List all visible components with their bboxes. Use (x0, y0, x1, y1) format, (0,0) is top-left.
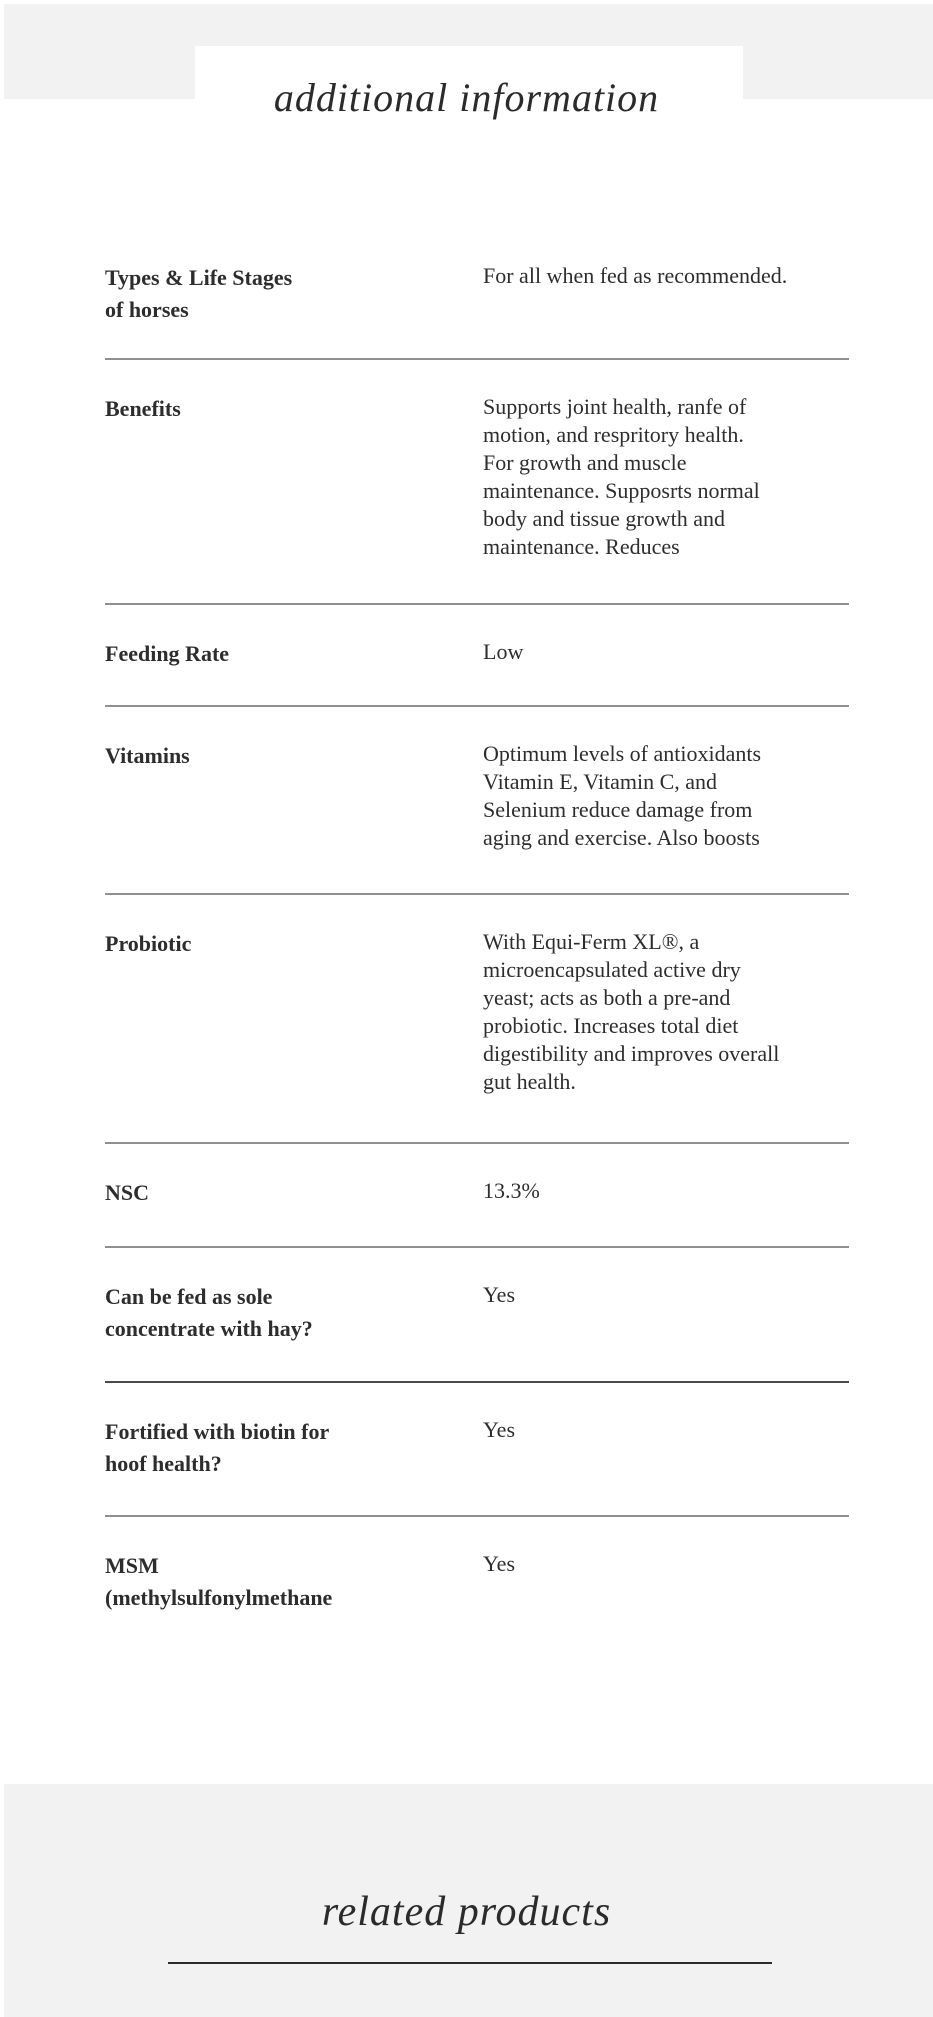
spec-label: NSC (105, 1180, 150, 1205)
spec-label: Types & Life Stages of horses (105, 265, 293, 322)
spec-value: For all when fed as recommended. (483, 263, 788, 288)
spec-row-nsc (105, 1144, 849, 1248)
spec-value: Yes (483, 1551, 516, 1576)
spec-value: Yes (483, 1417, 516, 1442)
spec-row-benefits (105, 360, 849, 605)
spec-label: Probiotic (105, 931, 192, 956)
spec-row-probiotic (105, 895, 849, 1144)
additional-information-title: additional information (273, 75, 660, 120)
spec-row-life-stages (105, 230, 849, 360)
spec-value: Supports joint health, ranfe of motion, and respritory health. For growth and muscle maintenance. Supposrts normal body and tissue growth and maintenance. Reduces (483, 394, 760, 559)
spec-row-feeding-rate (105, 605, 849, 707)
related-products-title: related products (321, 1889, 612, 1935)
spec-row-vitamins (105, 707, 849, 895)
spec-value: Low (483, 639, 524, 664)
spec-row-biotin (105, 1383, 849, 1517)
spec-value: Yes (483, 1282, 516, 1307)
related-products-underline (168, 1962, 772, 1964)
spec-row-sole-concentrate (105, 1248, 849, 1383)
spec-label: MSM (methylsulfonylmethane (105, 1553, 333, 1610)
spec-label: Vitamins (105, 743, 190, 768)
spec-label: Can be fed as sole concentrate with hay? (105, 1284, 313, 1341)
spec-label: Benefits (105, 396, 181, 421)
spec-table (105, 230, 849, 1637)
spec-label: Fortified with biotin for hoof health? (105, 1419, 330, 1476)
spec-value: With Equi-Ferm XL®, a microencapsulated active dry yeast; acts as both a pre-and probiotic. Increases total diet digestibility and improves overall gut health. (483, 929, 780, 1094)
spec-label: Feeding Rate (105, 641, 230, 666)
spec-value: Optimum levels of antioxidants Vitamin E, Vitamin C, and Selenium reduce damage from aging and exercise. Also boosts (483, 741, 762, 850)
spec-value: 13.3% (483, 1178, 540, 1203)
spec-row-msm (105, 1517, 849, 1637)
